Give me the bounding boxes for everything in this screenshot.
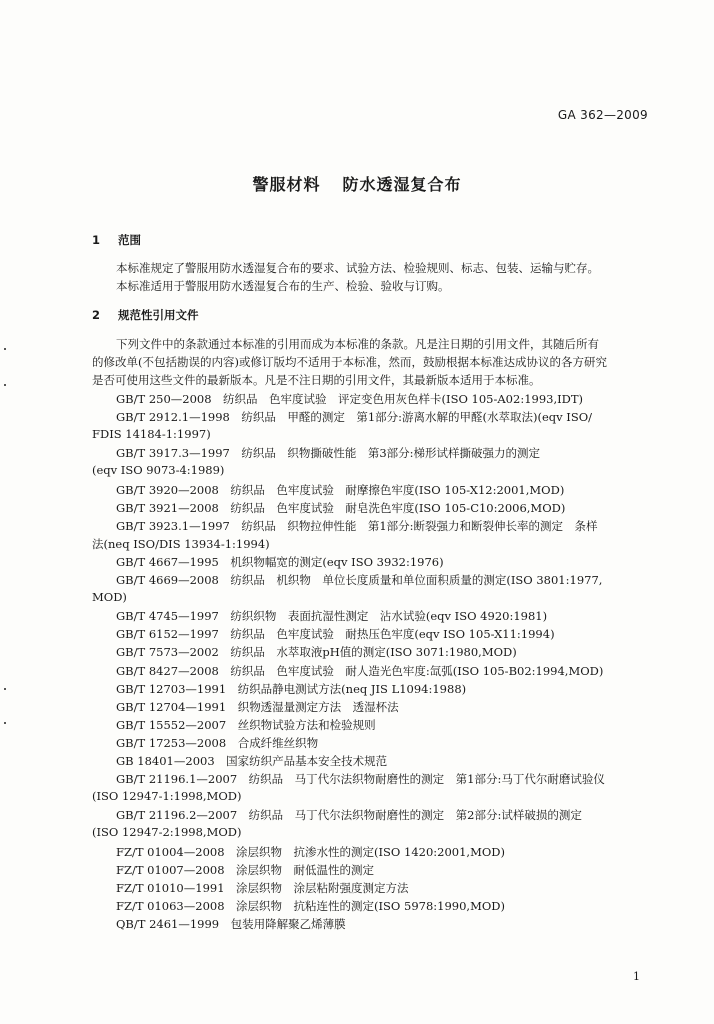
reference-item: GB/T 2912.1—1998 纺织品 甲醛的测定 第1部分:游离水解的甲醛(水萃取法)(eqv ISO/	[116, 410, 593, 425]
reference-item: GB/T 4667—1995 机织物幅宽的测定(eqv ISO 3932:1976)	[116, 554, 444, 569]
reference-continuation: (ISO 12947-1:1998,MOD)	[92, 789, 242, 804]
reference-item: GB/T 12704—1991 织物透湿量测定方法 透湿杯法	[116, 699, 399, 714]
reference-item: GB/T 250—2008 纺织品 色牢度试验 评定变色用灰色样卡(ISO 105-A02:1993,IDT)	[116, 392, 584, 406]
section-1-paragraph: 本标准规定了警服用防水透湿复合布的要求、试验方法、检验规则、标志、包装、运输与贮存。	[116, 261, 599, 275]
section-title: 范围	[118, 233, 141, 247]
scan-mark	[4, 722, 6, 724]
reference-item: GB/T 3923.1—1997 纺织品 织物拉伸性能 第1部分:断裂强力和断裂伸长率的测定 条样	[116, 518, 598, 533]
reference-item: QB/T 2461—1999 包装用降解聚乙烯薄膜	[116, 916, 346, 931]
intro-line: 是否可使用这些文件的最新版本。凡是不注日期的引用文件，其最新版本适用于本标准。	[92, 373, 541, 387]
document-title	[0, 172, 714, 195]
scan-mark	[4, 688, 6, 690]
section-1-heading	[92, 232, 141, 248]
reference-item: GB/T 7573—2002 纺织品 水萃取液pH值的测定(ISO 3071:1980,MOD)	[116, 645, 517, 660]
reference-item: FZ/T 01007—2008 涂层织物 耐低温性的测定	[116, 862, 375, 877]
intro-line: 下列文件中的条款通过本标准的引用而成为本标准的条款。凡是注日期的引用文件，其随后所有	[116, 337, 599, 351]
reference-item: FZ/T 01004—2008 涂层织物 抗渗水性的测定(ISO 1420:2001,MOD)	[116, 844, 505, 859]
reference-continuation: 法(neq ISO/DIS 13934-1:1994)	[92, 536, 270, 551]
standard-number: GA 362—2009	[557, 108, 648, 122]
reference-item: GB/T 21196.1—2007 纺织品 马丁代尔法织物耐磨性的测定 第1部分:马丁代尔耐磨试验仪	[116, 772, 605, 787]
reference-item: GB/T 15552—2007 丝织物试验方法和检验规则	[116, 717, 376, 732]
reference-item: GB/T 3920—2008 纺织品 色牢度试验 耐摩擦色牢度(ISO 105-X12:2001,MOD)	[116, 482, 565, 497]
title-part-2: 防水透湿复合布	[342, 175, 462, 194]
reference-item: GB/T 3917.3—1997 纺织品 织物撕破性能 第3部分:梯形试样撕破强力的测定	[116, 446, 541, 461]
intro-line: 的修改单(不包括勘误的内容)或修订版均不适用于本标准，然而，鼓励根据本标准达成协议的各方研究	[92, 355, 607, 369]
reference-item: GB/T 6152—1997 纺织品 色牢度试验 耐热压色牢度(eqv ISO 105-X11:1994)	[116, 627, 555, 642]
reference-item: FZ/T 01063—2008 涂层织物 抗粘连性的测定(ISO 5978:1990,MOD)	[116, 898, 505, 913]
reference-item: GB/T 17253—2008 合成纤维丝织物	[116, 735, 319, 750]
scan-mark	[4, 384, 6, 386]
reference-item: GB/T 8427—2008 纺织品 色牢度试验 耐人造光色牢度:氙弧(ISO 105-B02:1994,MOD)	[116, 663, 604, 678]
reference-item: GB/T 3921—2008 纺织品 色牢度试验 耐皂洗色牢度(ISO 105-C10:2006,MOD)	[116, 500, 566, 515]
section-title: 规范性引用文件	[118, 308, 199, 322]
reference-continuation: (eqv ISO 9073-4:1989)	[92, 463, 225, 478]
reference-item: GB/T 12703—1991 纺织品静电测试方法(neq JIS L1094:1988)	[116, 681, 467, 696]
scan-mark	[4, 348, 6, 350]
title-part-1: 警服材料	[252, 175, 321, 194]
reference-item: FZ/T 01010—1991 涂层织物 涂层粘附强度测定方法	[116, 880, 409, 895]
reference-continuation: MOD)	[92, 590, 127, 605]
reference-continuation: FDIS 14184-1:1997)	[92, 427, 211, 442]
reference-item: GB/T 21196.2—2007 纺织品 马丁代尔法织物耐磨性的测定 第2部分:试样破损的测定	[116, 808, 582, 823]
reference-item: GB 18401—2003 国家纺织产品基本安全技术规范	[116, 754, 388, 768]
reference-item: GB/T 4669—2008 纺织品 机织物 单位长度质量和单位面积质量的测定(ISO 3801:1977,	[116, 573, 603, 587]
section-1-paragraph: 本标准适用于警服用防水透湿复合布的生产、检验、验收与订购。	[116, 279, 450, 293]
reference-item: GB/T 4745—1997 纺织织物 表面抗湿性测定 沾水试验(eqv ISO 4920:1981)	[116, 609, 548, 624]
section-number: 2	[92, 308, 101, 322]
section-2-heading	[92, 307, 199, 323]
reference-continuation: (ISO 12947-2:1998,MOD)	[92, 825, 242, 840]
page-number: 1	[633, 970, 640, 983]
section-number: 1	[92, 233, 101, 247]
